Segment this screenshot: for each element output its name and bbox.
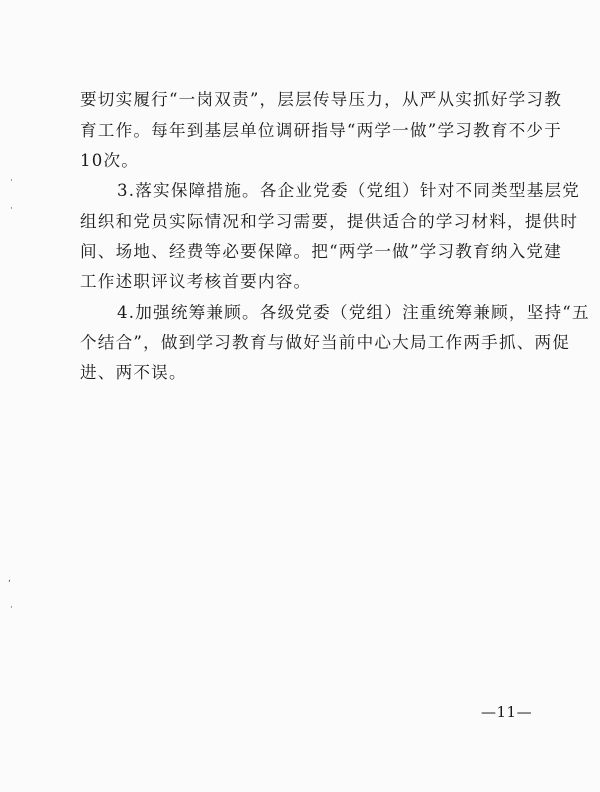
scan-mark: · xyxy=(10,204,13,214)
body-text-line: 10次。 xyxy=(80,151,140,170)
body-text-line: 4.加强统筹兼顾。各级党委（党组）注重统筹兼顾，坚持“五 xyxy=(117,303,590,322)
body-text-line: 组织和党员实际情况和学习需要，提供适合的学习材料，提供时 xyxy=(80,212,579,231)
body-text-line: 要切实履行“一岗双责”，层层传导压力，从严从实抓好学习教 xyxy=(80,90,563,109)
body-text-line: 育工作。每年到基层单位调研指导“两学一做”学习教育不少于 xyxy=(80,121,563,140)
page-number: —11— xyxy=(481,703,533,721)
body-text-line: 个结合”，做到学习教育与做好当前中心大局工作两手抓、两促 xyxy=(80,333,571,352)
scan-mark: · xyxy=(10,176,13,186)
body-text-line: 3.落实保障措施。各企业党委（党组）针对不同类型基层党 xyxy=(117,181,581,200)
body-text-line: 进、两不误。 xyxy=(80,363,187,382)
body-text-line: 工作述职评议考核首要内容。 xyxy=(80,272,312,291)
scan-mark: , xyxy=(8,574,11,584)
body-text-line: 间、场地、经费等必要保障。把“两学一做”学习教育纳入党建 xyxy=(80,242,563,261)
scan-mark: · xyxy=(10,603,13,613)
